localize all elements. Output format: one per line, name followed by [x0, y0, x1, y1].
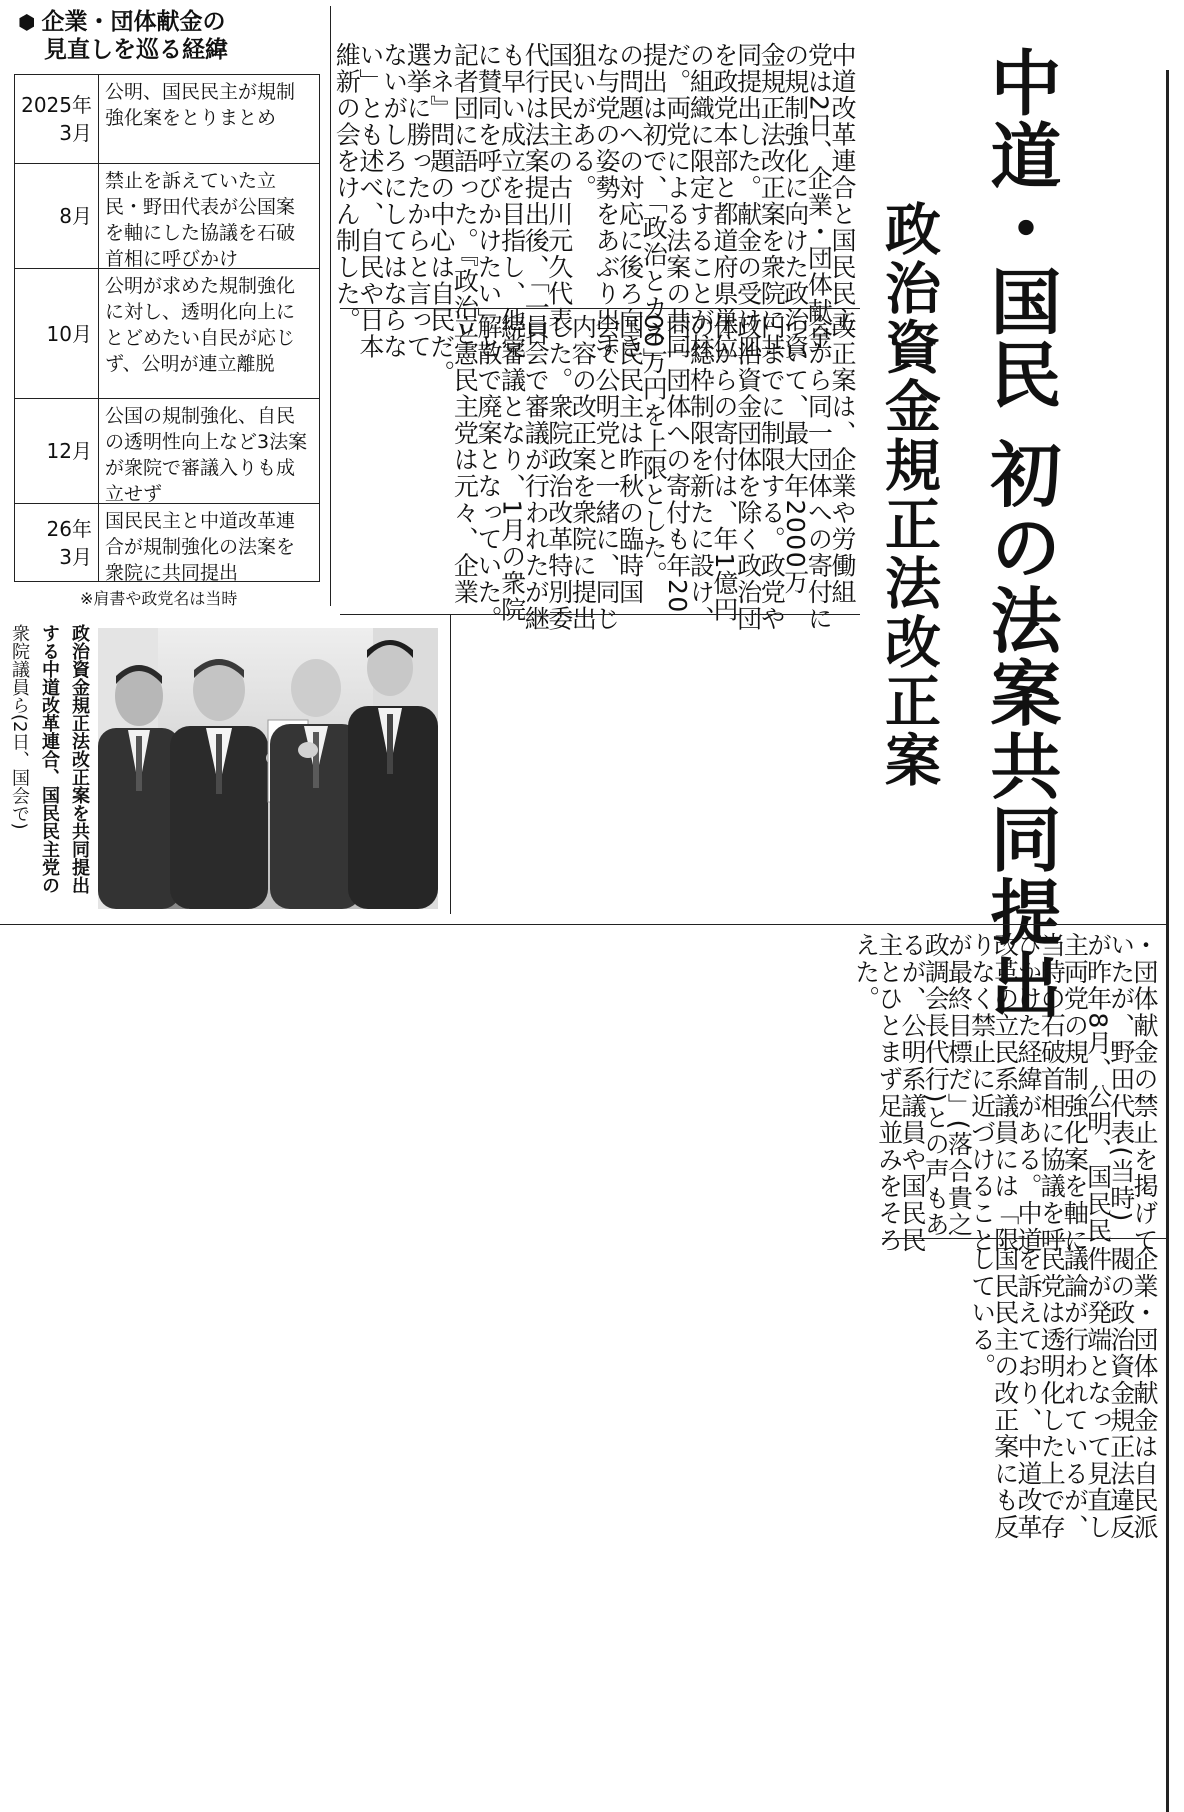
timeline-title-line1: ⬢ 企業・団体献金の [18, 9, 226, 35]
timeline-event: 公国の規制強化、自民の透明性向上など3法案が衆院で審議入りも成立せず [105, 405, 308, 505]
text-column: 解散で廃案となっていた。 [473, 314, 503, 632]
text-column: 主両党の規制強化案を軸に [1060, 932, 1090, 1254]
text-column: ついて、最大年2000万 [780, 314, 810, 596]
text-column: 同提出した。献金の受け皿 [733, 42, 763, 360]
text-column: 民党は透明化した上で存 [1037, 1246, 1067, 1541]
text-column: が最終目標だ」(落合貴之 [944, 932, 974, 1239]
text-column: 会で公明党と一緒に、同じ [591, 314, 621, 632]
text-column: 立憲民主党は元々、企業 [450, 314, 480, 606]
text-column: だ。両党による法案の共同 [662, 42, 692, 360]
text-column: るが、公明系議員や国民民 [897, 932, 927, 1254]
text-column: 国民民主の古川元久代表 [544, 42, 574, 334]
timeline-note: ※肩書や政党名は当時 [80, 589, 238, 608]
right-rule [1166, 70, 1169, 1812]
text-column: の総枠制限を新たに設け、 [686, 314, 716, 632]
photo-caption-line: 衆院議員ら(2日、国会で) [9, 624, 30, 830]
text-column: い」とも述べ、自民や日本 [355, 42, 385, 360]
text-column: 内容の改正案を衆院に提出 [568, 314, 598, 632]
text-column: 狙いがある。 [568, 42, 598, 201]
text-column: 党は2日、企業・団体献金 [804, 42, 834, 351]
text-column: 議論が行われているが、 [1060, 1246, 1090, 1541]
headline-main: 中道・国民 初の法案共同提出 [979, 46, 1062, 1022]
text-column: の問題への対応に後ろ向き [615, 42, 645, 360]
press-photo-illustration [98, 628, 438, 909]
text-column: 主とひとまず足並みをそろ [874, 932, 904, 1254]
press-photo [98, 628, 438, 909]
text-column: している。 [967, 1246, 997, 1380]
text-column: 体からの寄付は、年1億円 [709, 314, 739, 623]
text-column: いたが、野田代表(当時) [1106, 932, 1136, 1224]
timeline-date: 12月 [15, 399, 99, 503]
rule-page-divider [0, 924, 1166, 925]
text-column: びかけた経緯がある。中道 [1013, 932, 1043, 1254]
timeline-event: 公明が求めた規制強化に対し、透明化向上にとどめたい自民が応じず、公明が連立離脱 [105, 275, 296, 375]
text-column: ないがしろにしてはならな [379, 42, 409, 360]
timeline-event: 禁止を訴えていた立民・野田代表が公国案を軸にした協議を石破首相に呼びかけ [105, 170, 296, 270]
text-column: 金規正法改正案を衆院に共 [757, 42, 787, 360]
text-column: に賛同を呼びかけたい」と [473, 42, 503, 360]
text-column: 国民民主は昨秋の臨時国 [615, 314, 645, 606]
text-column: 国民民主の改正案にも反 [990, 1246, 1020, 1541]
text-column: を訴えており、中道改革 [1013, 1246, 1043, 1541]
timeline-event: 国民民主と中道改革連合が規制強化の法案を衆院に共同提出 [105, 510, 296, 584]
text-column: りなく禁止に近づけること [967, 932, 997, 1254]
text-column: カネ』問題の中心は自民だ。 [426, 42, 456, 387]
text-column: 円までに制限する。政党や [757, 314, 787, 632]
text-column: ・団体献金の禁止を掲げて [1129, 932, 1159, 1254]
text-column: が昨年8月、公明、国民民 [1083, 932, 1113, 1245]
timeline-date: 2025年 3月 [15, 75, 99, 163]
text-column: の組織に限定することが柱 [686, 42, 716, 360]
text-column: 政調会長代行)との声もあ [921, 932, 951, 1239]
rule-upper-bottom [340, 308, 860, 309]
table-row [15, 503, 319, 584]
text-column: 当時の石破首相に協議を呼 [1037, 932, 1067, 1254]
text-column: 改正案は、企業や労働組 [827, 314, 857, 606]
text-column: 同一団体への寄付も年20 [662, 314, 692, 614]
timeline-title-line2: 見直しを巡る経緯 [44, 37, 228, 63]
box-icon: ⬢ [18, 10, 36, 34]
photo-caption-line: する中道改革連合、国民民主党の [39, 624, 60, 894]
table-row [15, 398, 319, 503]
timeline-date: 8月 [15, 164, 99, 268]
text-column: 改革の立民系議員には「限 [990, 932, 1020, 1254]
text-column: 企業・団体献金は自民派 [1129, 1246, 1159, 1541]
text-column: した。衆院政治改革特別委 [544, 314, 574, 632]
text-column: 閥の政治資金規正法違反 [1106, 1246, 1136, 1541]
table-row [15, 163, 319, 268]
table-row [15, 268, 319, 398]
table-row [15, 75, 319, 163]
timeline-date: 26年 3月 [15, 504, 99, 581]
text-column: 件が発端となって見直し [1083, 1246, 1113, 1541]
text-column: 00万円を上限とした。 [639, 314, 669, 588]
text-column: な与党の姿勢をあぶり出す [591, 42, 621, 360]
photo-caption [8, 624, 94, 916]
text-column: も早い成立を目指し、他党 [497, 42, 527, 360]
photo-caption-line: 政治資金規正法改正案を共同提出 [69, 624, 90, 894]
text-column: 続審議となり、1月の衆院 [497, 314, 527, 623]
text-column: 提出は初で、「政治とカネ」 [639, 42, 669, 374]
text-column: 政治資金団体を除く政治団 [733, 314, 763, 632]
text-column: の規制強化に向けた政治資 [780, 42, 810, 360]
timeline-event: 公明、国民民主が規制強化案をとりまとめ [105, 81, 296, 129]
rule-lower-divider [882, 1238, 1166, 1239]
text-column: を政党本部と都道府県単位 [709, 42, 739, 360]
rule-middle-bottom [340, 614, 860, 615]
text-column: 合から同一団体への寄付に [804, 314, 834, 632]
text-column: 員会で審議が行われたが継 [521, 314, 551, 632]
timeline-title [18, 8, 278, 64]
text-column: えた。 [851, 932, 881, 1013]
text-column: 記者団に語った。『政治と [450, 42, 480, 348]
text-column: 維新の会をけん制した。 [332, 42, 362, 334]
timeline-date: 10月 [15, 269, 99, 398]
text-column: 代行は法案提出後、「一日 [521, 42, 551, 348]
timeline-table [14, 74, 320, 582]
rule-table-right [330, 6, 331, 606]
text-column: 中道改革連合と国民民主 [827, 42, 857, 334]
rule-photo-right [450, 614, 451, 914]
headline-sub: 政治資金規正法改正案 [876, 200, 941, 790]
text-column: 選挙に勝ったからと言って [403, 42, 433, 360]
